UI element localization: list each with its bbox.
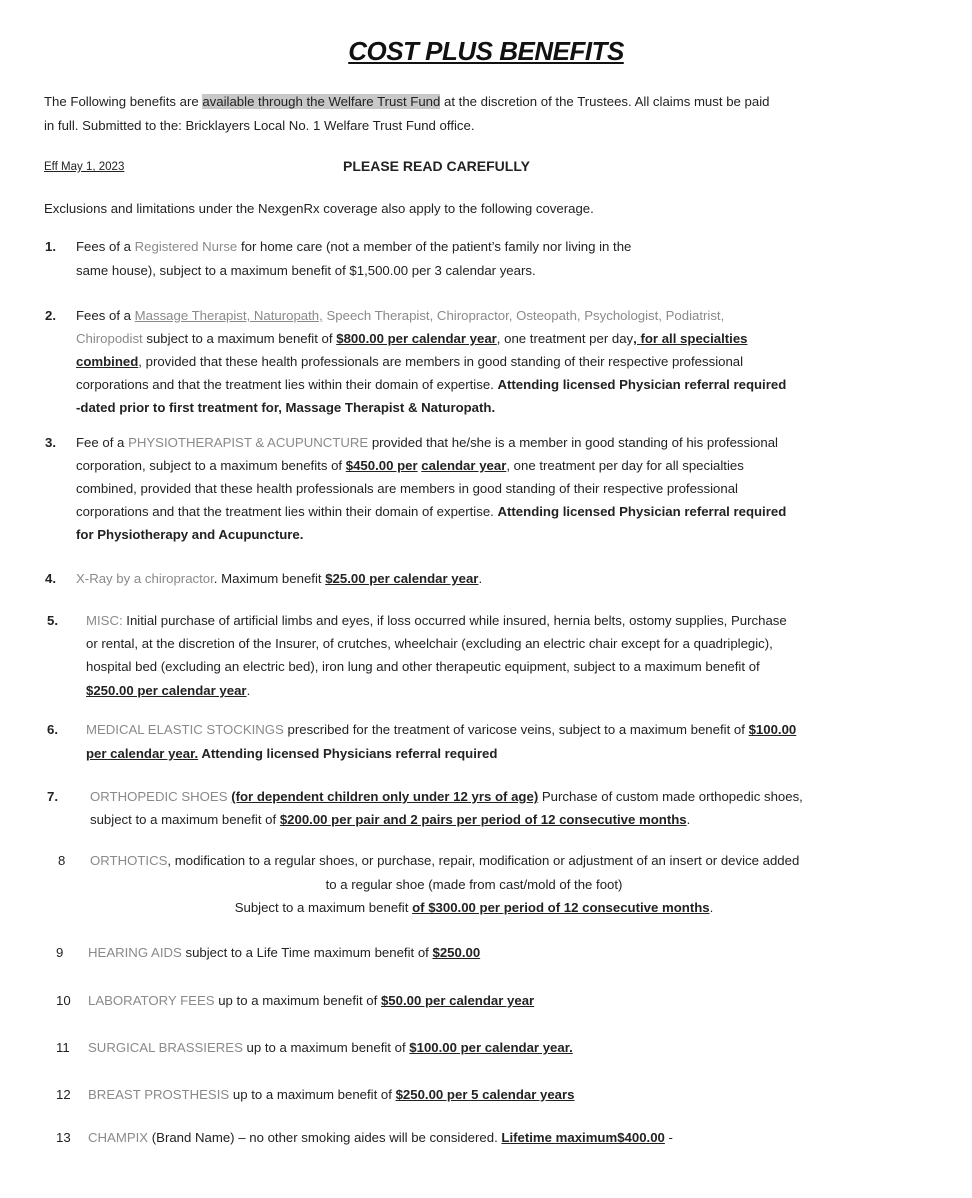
benefit-name: Registered Nurse bbox=[134, 239, 238, 254]
benefit-name: X-Ray by a chiropractor bbox=[76, 571, 214, 586]
highlighted-text: available through the Welfare Trust Fund bbox=[202, 94, 441, 109]
benefit-item-line bbox=[76, 435, 778, 450]
text-segment: . bbox=[246, 683, 251, 698]
benefit-name: Massage Therapist, Naturopath, bbox=[134, 308, 323, 323]
benefit-amount: $250.00 per calendar year bbox=[86, 683, 247, 698]
benefit-item-line bbox=[88, 945, 480, 960]
text-segment: -dated prior to first treatment for, Massage Therapist & Naturopath. bbox=[76, 400, 496, 415]
benefit-item-line bbox=[76, 354, 743, 369]
text-segment: for home care (not a member of the patient’s family nor living in the bbox=[237, 239, 632, 254]
benefit-name: HEARING AIDS bbox=[88, 945, 182, 960]
benefit-item-line bbox=[76, 400, 495, 415]
text-segment: provided that he/she is a member in good standing of his professional bbox=[368, 435, 778, 450]
text-segment: same house), subject to a maximum benefit of $1,500.00 per 3 calendar years. bbox=[76, 263, 536, 278]
text-segment: Initial purchase of artificial limbs and eyes, if loss occurred while insured, hernia belts, ostomy supplies, Purchase bbox=[122, 613, 787, 628]
benefit-item-line bbox=[76, 527, 303, 542]
item-number: 4. bbox=[45, 571, 56, 586]
benefit-item-line bbox=[76, 331, 748, 346]
benefit-amount: (for dependent children only under 12 yrs of age) bbox=[231, 789, 539, 804]
text-segment: , modification to a regular shoes, or purchase, repair, modification or adjustment of an insert or device added bbox=[167, 853, 800, 868]
benefit-item-line bbox=[86, 659, 760, 674]
item-number: 11 bbox=[56, 1040, 70, 1055]
benefit-item-line bbox=[86, 683, 250, 698]
text-segment: subject to a maximum benefit of bbox=[90, 812, 280, 827]
text-segment: or rental, at the discretion of the Insurer, of crutches, wheelchair (excluding an electric chair except for a quadriplegic), bbox=[86, 636, 773, 651]
benefit-name: MISC: bbox=[86, 613, 123, 628]
benefit-item-line bbox=[88, 1130, 673, 1145]
benefit-name: Chiropodist bbox=[76, 331, 143, 346]
benefit-item-line bbox=[76, 481, 738, 496]
benefit-item-line bbox=[76, 377, 786, 392]
benefit-amount: combined bbox=[76, 354, 139, 369]
effective-date: Eff May 1, 2023 bbox=[44, 161, 125, 173]
benefit-amount: $200.00 per pair and 2 pairs per period of 12 consecutive months bbox=[279, 812, 687, 827]
text-segment: up to a maximum benefit of bbox=[242, 1040, 410, 1055]
benefit-name: PHYSIOTHERAPIST & ACUPUNCTURE bbox=[128, 435, 369, 450]
benefit-item-line bbox=[88, 1087, 575, 1102]
benefit-item-line bbox=[86, 613, 787, 628]
benefit-name: ORTHOPEDIC SHOES bbox=[90, 789, 228, 804]
text-segment: . bbox=[686, 812, 691, 827]
text-segment: combined, provided that these health professionals are members in good standing of their respective professional bbox=[76, 481, 738, 496]
benefit-item-line bbox=[88, 993, 534, 1008]
benefit-amount: calendar year bbox=[421, 458, 507, 473]
benefit-item-line bbox=[76, 504, 786, 519]
text-segment: - bbox=[664, 1130, 673, 1145]
benefit-item-line bbox=[76, 458, 744, 473]
text-segment: , provided that these health professionals are members in good standing of their respective professional bbox=[138, 354, 744, 369]
text-segment: (Brand Name) – no other smoking aides will be considered. bbox=[148, 1130, 502, 1145]
text-segment: . bbox=[478, 571, 483, 586]
benefit-amount: $250.00 per 5 calendar years bbox=[395, 1087, 575, 1102]
text-segment: Attending licensed Physician referral required bbox=[497, 504, 787, 519]
benefit-name: LABORATORY FEES bbox=[88, 993, 215, 1008]
item-number: 8 bbox=[58, 853, 66, 868]
benefit-item-line bbox=[86, 746, 497, 761]
item-number: 9 bbox=[56, 945, 64, 960]
benefit-amount: $800.00 per calendar year bbox=[336, 331, 497, 346]
text-segment: , one treatment per day for all specialties bbox=[506, 458, 744, 473]
benefit-name: CHAMPIX bbox=[88, 1130, 149, 1145]
benefit-amount: per calendar year. bbox=[86, 746, 199, 761]
text-segment: Purchase of custom made orthopedic shoes, bbox=[538, 789, 803, 804]
text-segment: corporations and that the treatment lies within their domain of expertise. bbox=[76, 504, 498, 519]
benefit-item-line bbox=[86, 636, 773, 651]
text-segment: Fees of a bbox=[76, 239, 135, 254]
item-number: 2. bbox=[45, 308, 56, 323]
text-segment: . Maximum benefit bbox=[213, 571, 326, 586]
benefit-amount: Lifetime maximum$400.00 bbox=[501, 1130, 665, 1145]
item-number: 1. bbox=[45, 239, 56, 254]
text-segment: subject to a Life Time maximum benefit of bbox=[181, 945, 433, 960]
text-segment: Fees of a bbox=[76, 308, 135, 323]
benefit-name: MEDICAL ELASTIC STOCKINGS bbox=[86, 722, 284, 737]
benefit-amount: $450.00 per bbox=[345, 458, 418, 473]
benefit-amount: of $300.00 per period of 12 consecutive months bbox=[412, 900, 710, 915]
exclusions-note: Exclusions and limitations under the NexgenRx coverage also apply to the following coverage. bbox=[44, 201, 594, 216]
intro-line-2 bbox=[44, 118, 475, 133]
benefit-item-line bbox=[76, 263, 536, 278]
benefit-item-line bbox=[90, 853, 799, 868]
text-segment: . bbox=[709, 900, 714, 915]
item-number: 3. bbox=[45, 435, 56, 450]
item-number: 6. bbox=[47, 722, 58, 737]
benefit-name: ORTHOTICS bbox=[90, 853, 168, 868]
text-segment: at the discretion of the Trustees. All claims must be paid bbox=[440, 94, 770, 109]
text-segment: Attending licensed Physicians referral required bbox=[198, 746, 498, 761]
benefit-amount: $250.00 bbox=[432, 945, 481, 960]
benefit-amount: $50.00 per calendar year bbox=[380, 993, 535, 1008]
benefit-item-line bbox=[86, 722, 796, 737]
intro-line-1 bbox=[44, 94, 769, 109]
text-segment: for Physiotherapy and Acupuncture. bbox=[76, 527, 304, 542]
text-segment: Attending licensed Physician referral required bbox=[497, 377, 787, 392]
benefit-name: Speech Therapist, Chiropractor, Osteopath, Psychologist, Podiatrist, bbox=[322, 308, 725, 323]
benefit-amount: $25.00 per calendar year bbox=[325, 571, 479, 586]
benefit-amount: , for all specialties bbox=[633, 331, 748, 346]
text-segment: prescribed for the treatment of varicose veins, subject to a maximum benefit of bbox=[283, 722, 749, 737]
text-segment: subject to a maximum benefit of bbox=[142, 331, 337, 346]
benefit-amount: $100.00 per calendar year. bbox=[409, 1040, 573, 1055]
text-segment: The Following benefits are bbox=[44, 94, 203, 109]
text-segment: hospital bed (excluding an electric bed), iron lung and other therapeutic equipment, subject to a maximum benefit of bbox=[86, 659, 760, 674]
benefit-item-line bbox=[76, 308, 724, 323]
item-number: 10 bbox=[56, 993, 71, 1008]
benefit-item-line bbox=[0, 877, 948, 892]
text-segment: corporations and that the treatment lies within their domain of expertise. bbox=[76, 377, 498, 392]
text-segment: up to a maximum benefit of bbox=[229, 1087, 396, 1102]
item-number: 13 bbox=[56, 1130, 71, 1145]
text-segment: up to a maximum benefit of bbox=[214, 993, 381, 1008]
text-segment: corporation, subject to a maximum benefits of bbox=[76, 458, 346, 473]
text-segment: in full. Submitted to the: Bricklayers Local No. 1 Welfare Trust Fund office. bbox=[44, 118, 475, 133]
item-number: 7. bbox=[47, 789, 58, 804]
benefit-name: SURGICAL BRASSIERES bbox=[88, 1040, 243, 1055]
benefit-name: BREAST PROSTHESIS bbox=[88, 1087, 230, 1102]
benefit-item-line bbox=[88, 1040, 573, 1055]
benefit-item-line bbox=[90, 789, 803, 804]
text-segment: Subject to a maximum benefit bbox=[234, 900, 413, 915]
benefit-item-line bbox=[0, 900, 948, 915]
text-segment: , one treatment per day bbox=[496, 331, 634, 346]
benefit-item-line bbox=[90, 812, 690, 827]
item-number: 12 bbox=[56, 1087, 71, 1102]
text-segment: Fee of a bbox=[76, 435, 129, 450]
document-title: COST PLUS BENEFITS bbox=[348, 36, 624, 66]
text-segment: to a regular shoe (made from cast/mold of the foot) bbox=[325, 877, 623, 892]
item-number: 5. bbox=[47, 613, 58, 628]
please-read-carefully-heading: PLEASE READ CAREFULLY bbox=[343, 158, 530, 174]
benefit-item-line bbox=[76, 571, 482, 586]
benefit-amount: $100.00 bbox=[748, 722, 797, 737]
benefit-item-line bbox=[76, 239, 631, 254]
